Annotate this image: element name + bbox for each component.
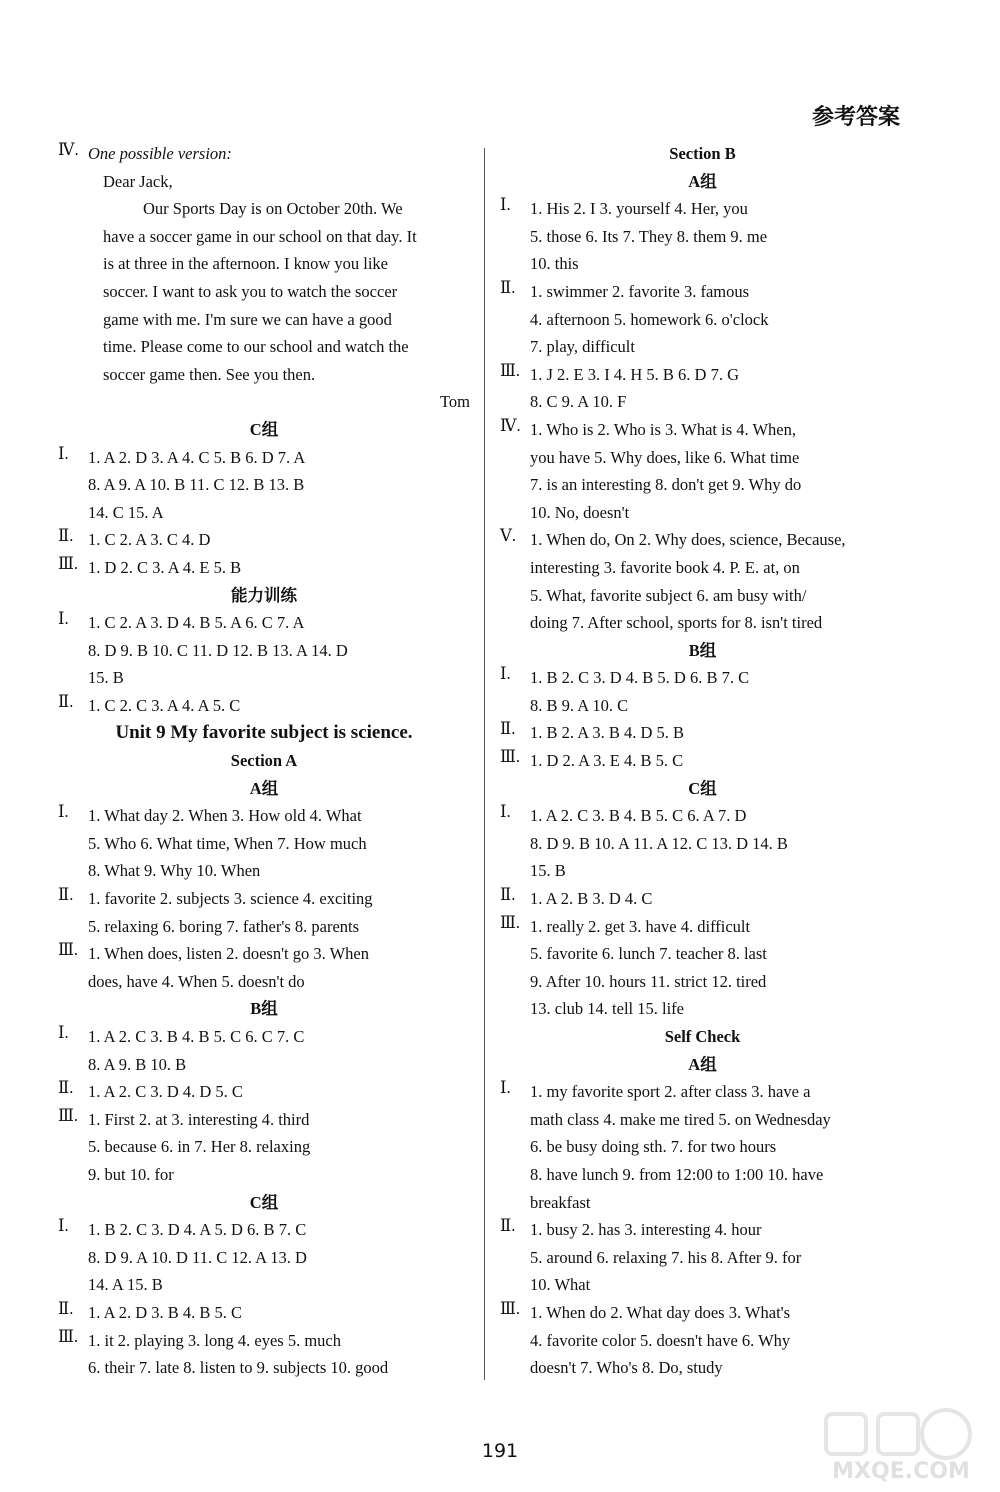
header-title: 参考答案 (811, 105, 900, 130)
item-number: Ⅰ. (500, 802, 511, 822)
group-title: B组 (250, 999, 278, 1019)
answer-line: 9. After 10. hours 11. strict 12. tired (530, 971, 767, 991)
answer-line: 15. B (88, 668, 124, 688)
answer-line: 7. play, difficult (530, 337, 635, 357)
group-title: C组 (249, 419, 279, 439)
essay-intro: One possible version: (88, 144, 232, 163)
answer-line: 1. D 2. C 3. A 4. E 5. B (88, 557, 242, 577)
letter-line: is at three in the afternoon. I know you like (103, 254, 389, 274)
item-number: Ⅳ. (58, 140, 79, 159)
answer-line: 1. C 2. A 3. C 4. D (88, 530, 211, 550)
answer-line: 1. A 2. C 3. B 4. B 5. C 6. C 7. C (88, 1027, 305, 1046)
answer-line: 1. A 2. D 3. A 4. C 5. B 6. D 7. A (88, 447, 306, 467)
answer-item (58, 1299, 470, 1327)
answer-lines (88, 609, 470, 692)
answer-item (500, 1078, 905, 1216)
item-number: Ⅲ. (58, 1326, 79, 1346)
answer-group (58, 444, 470, 582)
letter-signature: Tom (439, 392, 470, 412)
letter-line: soccer game then. See you then. (103, 364, 316, 384)
answer-group (500, 195, 905, 637)
answer-group (58, 1023, 470, 1189)
essay-item (58, 140, 470, 168)
letter-line: time. Please come to our school and watch the (103, 337, 409, 357)
answer-line: 1. B 2. C 3. D 4. B 5. D 6. B 7. C (530, 668, 750, 688)
answer-lines (88, 554, 470, 582)
item-number: Ⅱ. (58, 691, 74, 711)
letter-line-text: Our Sports Day is on October 20th. We (143, 199, 403, 219)
answer-lines (530, 361, 905, 416)
answer-line: 10. this (530, 254, 579, 274)
answer-line: 8. D 9. B 10. C 11. D 12. B 13. A 14. D (88, 640, 348, 660)
answer-line: 13. club 14. tell 15. life (530, 999, 684, 1019)
item-number: Ⅱ. (58, 1078, 74, 1098)
answer-line: 5. What, favorite subject 6. am busy with/ (530, 585, 807, 605)
answer-line: 1. it 2. playing 3. long 4. eyes 5. much (88, 1330, 341, 1350)
answer-item (500, 802, 905, 885)
answer-line: 1. What day 2. When 3. How old 4. What (88, 806, 362, 826)
answer-lines (530, 664, 905, 719)
watermark-text: MXQE.COM (832, 1459, 970, 1484)
answer-line: 1. B 2. C 3. D 4. A 5. D 6. B 7. C (88, 1220, 307, 1240)
section-title: Self Check (664, 1027, 741, 1046)
answer-item (58, 1023, 470, 1078)
answer-group (500, 802, 905, 1023)
answer-line: 5. those 6. Its 7. They 8. them 9. me (530, 226, 768, 246)
answer-item (500, 416, 905, 526)
letter-line: have a soccer game in our school on that day. It (103, 226, 417, 246)
answer-lines (530, 885, 905, 913)
answer-line: 1. His 2. I 3. yourself 4. Her, you (530, 199, 748, 219)
item-number: Ⅲ. (58, 940, 79, 960)
answer-lines (88, 1216, 470, 1299)
item-number: Ⅰ. (58, 609, 69, 629)
answer-item (500, 1216, 905, 1299)
answer-item (58, 444, 470, 527)
answer-line: 4. favorite color 5. doesn't have 6. Why (530, 1330, 791, 1350)
item-number: Ⅰ. (500, 1078, 511, 1098)
page-number: 191 (481, 1440, 519, 1462)
answer-line: math class 4. make me tired 5. on Wednesday (530, 1109, 831, 1129)
answer-line: 9. but 10. for (88, 1164, 174, 1184)
answer-line: 1. When do, On 2. Why does, science, Because, (530, 530, 846, 550)
answer-line: 5. favorite 6. lunch 7. teacher 8. last (530, 944, 767, 964)
answer-item (500, 195, 905, 278)
answer-line: 5. Who 6. What time, When 7. How much (88, 833, 367, 853)
answer-lines (88, 444, 470, 527)
answer-item (58, 1216, 470, 1299)
item-number: Ⅰ. (58, 1023, 69, 1042)
right-column (500, 140, 905, 1382)
answer-item (58, 940, 470, 995)
answer-lines (530, 1216, 905, 1299)
answer-line: 1. A 2. C 3. D 4. D 5. C (88, 1082, 243, 1102)
answer-line: 1. A 2. B 3. D 4. C (530, 889, 653, 909)
answer-line: 10. What (530, 1275, 591, 1295)
item-number: Ⅱ. (58, 885, 74, 905)
answer-item (58, 526, 470, 554)
letter-line: game with me. I'm sure we can have a good (103, 309, 392, 329)
item-number: Ⅳ. (500, 415, 521, 435)
group-title: 能力训练 (231, 585, 297, 605)
answer-line: 8. D 9. A 10. D 11. C 12. A 13. D (88, 1247, 307, 1267)
answer-line: doing 7. After school, sports for 8. isn't tired (530, 613, 823, 633)
answer-item (500, 1299, 905, 1382)
item-number: Ⅲ. (500, 747, 521, 767)
answer-line: 5. around 6. relaxing 7. his 8. After 9. for (530, 1247, 802, 1267)
item-number: Ⅰ. (58, 443, 69, 463)
answer-lines (88, 802, 470, 885)
answer-line: 1. J 2. E 3. I 4. H 5. B 6. D 7. G (530, 364, 739, 384)
answer-line: breakfast (530, 1192, 591, 1212)
answer-lines (88, 1078, 470, 1106)
answer-group (58, 1216, 470, 1382)
answer-lines (88, 940, 470, 995)
answer-line: doesn't 7. Who's 8. Do, study (530, 1358, 723, 1378)
answer-item (58, 609, 470, 692)
answer-line: 1. A 2. D 3. B 4. B 5. C (88, 1302, 243, 1322)
answer-item (500, 278, 905, 361)
answer-line: you have 5. Why does, like 6. What time (530, 447, 800, 467)
answer-line: interesting 3. favorite book 4. P. E. at, on (530, 557, 800, 577)
answer-line: 4. afternoon 5. homework 6. o'clock (530, 309, 769, 329)
answer-item (500, 747, 905, 775)
answer-item (500, 526, 905, 636)
item-number: Ⅱ. (500, 277, 516, 297)
answer-lines (88, 526, 470, 554)
letter-line (58, 195, 470, 223)
item-number: Ⅱ. (500, 885, 516, 905)
answer-line: 5. because 6. in 7. Her 8. relaxing (88, 1137, 311, 1157)
answer-item (500, 361, 905, 416)
answer-line: 8. D 9. B 10. A 11. A 12. C 13. D 14. B (530, 833, 788, 853)
answer-line: 5. relaxing 6. boring 7. father's 8. parents (88, 916, 360, 936)
answer-line: 6. their 7. late 8. listen to 9. subjects 10. good (88, 1358, 389, 1378)
answer-item (58, 802, 470, 885)
group-title: B组 (688, 640, 717, 660)
letter-line: soccer. I want to ask you to watch the soccer (103, 281, 398, 301)
answer-item (58, 1106, 470, 1189)
answer-item (58, 1078, 470, 1106)
answer-group (500, 1078, 905, 1382)
answer-line: 8. C 9. A 10. F (530, 392, 627, 412)
group-title: A组 (688, 171, 717, 191)
answer-line: 1. A 2. C 3. B 4. B 5. C 6. A 7. D (530, 806, 747, 826)
item-number: Ⅱ. (58, 1298, 74, 1318)
answer-line: 6. be busy doing sth. 7. for two hours (530, 1137, 777, 1157)
item-number: Ⅰ. (500, 664, 511, 684)
section-title: Section B (669, 144, 736, 163)
item-number: Ⅱ. (500, 719, 516, 739)
answer-line: 1. B 2. A 3. B 4. D 5. B (530, 723, 685, 743)
letter-body (58, 168, 470, 389)
answer-line: 15. B (530, 861, 566, 881)
answer-line: 1. When does, listen 2. doesn't go 3. When (88, 944, 369, 964)
watermark-icon (816, 1404, 986, 1464)
item-number: Ⅲ. (500, 360, 521, 380)
answer-line: 1. Who is 2. Who is 3. What is 4. When, (530, 419, 796, 439)
item-number: Ⅲ. (500, 912, 521, 932)
answer-line: 1. C 2. C 3. A 4. A 5. C (88, 695, 241, 715)
item-number: Ⅰ. (500, 195, 511, 215)
answer-line: 1. favorite 2. subjects 3. science 4. exciting (88, 889, 373, 909)
left-column (58, 140, 470, 1382)
answer-lines (530, 719, 905, 747)
answer-lines (530, 1078, 905, 1216)
answer-group (500, 664, 905, 774)
group-title: C组 (688, 778, 717, 798)
answer-item (500, 913, 905, 1023)
answer-item (58, 554, 470, 582)
answer-item (58, 692, 470, 720)
unit-title: Unit 9 My favorite subject is science. (115, 722, 413, 744)
item-number: Ⅴ. (500, 526, 517, 546)
answer-line: 8. A 9. A 10. B 11. C 12. B 13. B (88, 475, 305, 495)
answer-lines (88, 1327, 470, 1382)
answer-line: 1. D 2. A 3. E 4. B 5. C (530, 751, 684, 771)
watermark-logo (816, 1404, 986, 1484)
answer-lines (530, 416, 905, 526)
item-number: Ⅰ. (58, 802, 69, 822)
answer-lines (530, 195, 905, 278)
answer-line: does, have 4. When 5. doesn't do (88, 971, 305, 991)
answer-lines (88, 1023, 470, 1078)
item-number: Ⅱ. (58, 526, 74, 546)
answer-item (500, 664, 905, 719)
answer-lines (530, 526, 905, 636)
answer-line: 1. C 2. A 3. D 4. B 5. A 6. C 7. A (88, 613, 305, 633)
answer-line: 8. What 9. Why 10. When (88, 861, 261, 881)
letter-greeting: Dear Jack, (103, 171, 173, 191)
answer-lines (530, 747, 905, 775)
group-title: C组 (249, 1192, 279, 1212)
answer-line: 1. First 2. at 3. interesting 4. third (88, 1109, 310, 1129)
answer-line: 7. is an interesting 8. don't get 9. Why do (530, 475, 802, 495)
answer-lines (88, 1106, 470, 1189)
item-number: Ⅲ. (58, 553, 79, 573)
answer-line: 8. A 9. B 10. B (88, 1054, 187, 1074)
answer-line: 1. When do 2. What day does 3. What's (530, 1302, 791, 1322)
column-divider (484, 148, 485, 1380)
item-number: Ⅲ. (58, 1105, 79, 1125)
group-title: A组 (688, 1054, 717, 1074)
answer-line: 1. really 2. get 3. have 4. difficult (530, 916, 751, 936)
answer-line: 1. busy 2. has 3. interesting 4. hour (530, 1220, 762, 1240)
answer-group (58, 609, 470, 719)
answer-line: 1. my favorite sport 2. after class 3. have a (530, 1082, 811, 1102)
answer-line: 10. No, doesn't (530, 502, 630, 522)
answer-item (500, 719, 905, 747)
answer-lines (88, 1299, 470, 1327)
answer-line: 8. B 9. A 10. C (530, 695, 629, 715)
answer-item (58, 885, 470, 940)
answer-lines (530, 802, 905, 885)
section-title: Section A (230, 751, 298, 771)
item-number: Ⅱ. (500, 1216, 516, 1236)
answer-line: 14. A 15. B (88, 1275, 163, 1295)
answer-item (500, 885, 905, 913)
answer-item (58, 1327, 470, 1382)
answer-line: 8. have lunch 9. from 12:00 to 1:00 10. have (530, 1164, 824, 1184)
answer-group (58, 802, 470, 995)
answer-lines (88, 885, 470, 940)
item-number: Ⅰ. (58, 1216, 69, 1236)
answer-line: 14. C 15. A (88, 502, 164, 522)
answer-lines (530, 1299, 905, 1382)
item-number: Ⅲ. (500, 1298, 521, 1318)
group-title: A组 (249, 778, 279, 798)
answer-line: 1. swimmer 2. favorite 3. famous (530, 281, 750, 301)
answer-lines (88, 692, 470, 720)
answer-lines (530, 278, 905, 361)
answer-lines (530, 913, 905, 1023)
